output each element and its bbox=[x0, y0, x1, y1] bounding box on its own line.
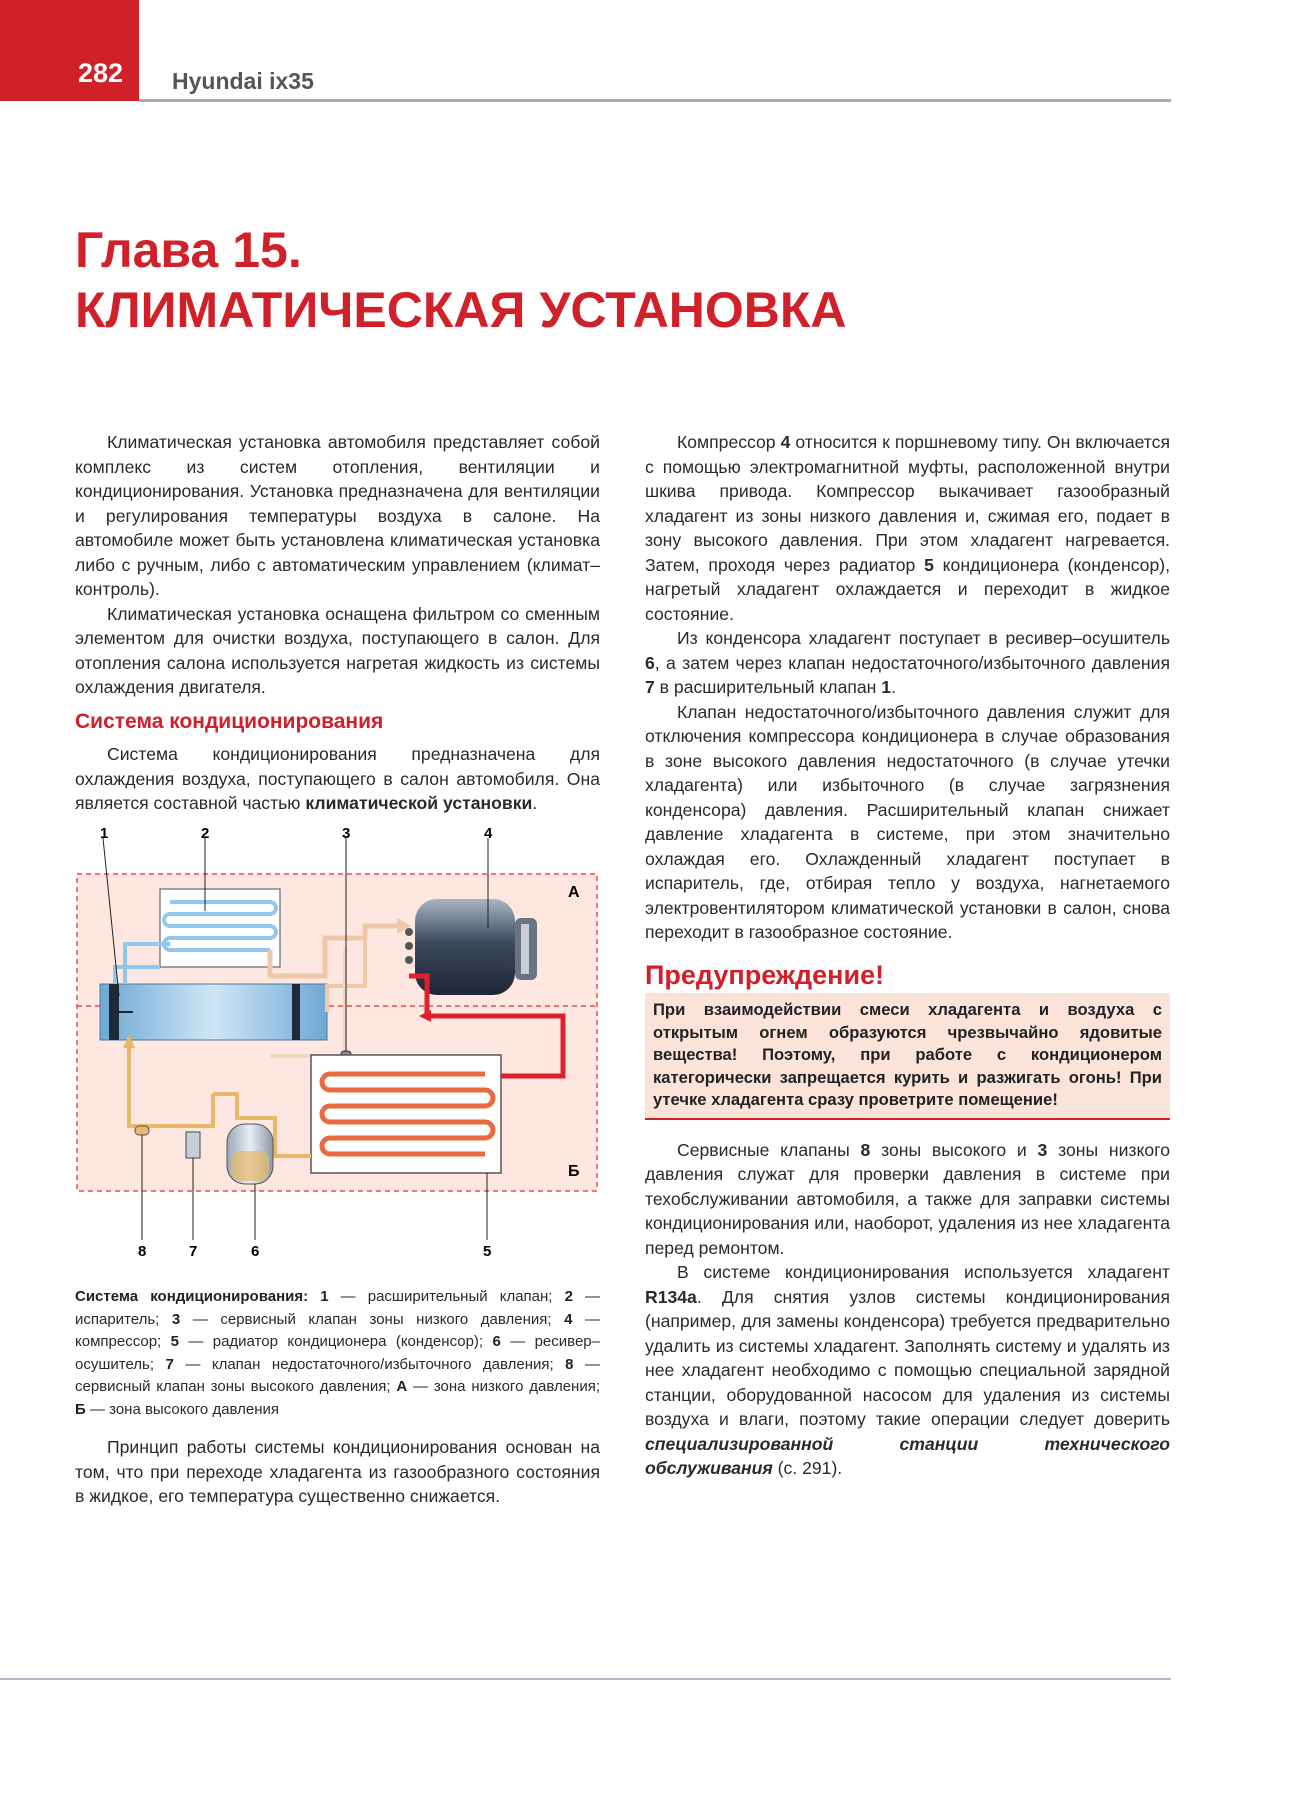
diagram-label-4: 4 bbox=[484, 825, 493, 842]
service-valve-high bbox=[135, 1126, 149, 1135]
diagram-label-5: 5 bbox=[483, 1242, 492, 1260]
chapter-name: КЛИМАТИЧЕСКАЯ УСТАНОВКА bbox=[75, 282, 847, 338]
chapter-title bbox=[75, 220, 847, 340]
figure-caption: Система кондиционирования: 1 — расширительный клапан; 2 — испаритель; 3 — сервисный клапан зоны низкого давления; 4 — компрессор; 5 — радиатор кондиционера (конденсор); 6 — ресивер–осушитель; 7 — клапан недостаточного/избыточного давления; 8 — сервисный клапан зоны высокого давления; А — зона низкого давления; Б — зона высокого давления bbox=[75, 1288, 601, 1418]
page-number: 282 bbox=[78, 58, 124, 88]
diagram-label-1: 1 bbox=[100, 825, 109, 842]
diagram-svg bbox=[75, 826, 600, 1266]
paragraph: В системе кондиционирования используется хладагент R134a. Для снятия узлов системы кондиционирования (например, для замены конденсора) требуется предварительно удалить из системы хладагент. Заполнять систему и удалять из нее хладагент необходимо с помощью специальной зарядной станции, оборудованной насосом для удаления из системы воздуха и влаги, поэтому такие операции следует доверить специализированной станции технического обслуживания (с. 291). bbox=[645, 1262, 1170, 1478]
compressor-body bbox=[415, 899, 515, 995]
footer-rule bbox=[0, 1678, 1171, 1680]
right-column bbox=[645, 430, 1170, 1481]
compressor-port bbox=[405, 928, 413, 936]
paragraph: Из конденсора хладагент поступает в ресивер–осушитель 6, а затем через клапан недостаточного/избыточного давления 7 в расширительный клапан 1. bbox=[645, 628, 1170, 697]
diagram-label-3: 3 bbox=[342, 825, 351, 842]
paragraph: Климатическая установка оснащена фильтром со сменным элементом для очистки воздуха, поступающего в салон. Для отопления салона используется нагретая жидкость из системы охлаждения двигателя. bbox=[75, 603, 600, 697]
diagram-label-7: 7 bbox=[189, 1242, 198, 1260]
compressor-port bbox=[405, 942, 413, 950]
diagram-label-8: 8 bbox=[138, 1242, 147, 1260]
pressure-switch bbox=[186, 1132, 200, 1158]
warning-heading: Предупреждение! bbox=[645, 959, 885, 990]
paragraph: Клапан недостаточного/избыточного давления служит для отключения компрессора кондиционера в случае образования в зоне высокого давления недостаточного (в случае утечки хладагента) или избыточного (в случае загрязнения конденсора) давления. Расширительный клапан снижает давление хладагента в системе, при этом значительно охлаждая его. Охлажденный хладагент поступает в испаритель, где, отбирая тепло у воздуха, нагнетаемого электровентилятором климатической установки в салон, снова переходит в газообразное состояние. bbox=[645, 701, 1170, 942]
section-heading: Система кондиционирования bbox=[75, 709, 384, 733]
zone-label-a: А bbox=[568, 883, 580, 901]
header-rule bbox=[139, 99, 1171, 102]
ac-system-diagram bbox=[75, 826, 600, 1273]
receiver-liquid bbox=[231, 1151, 269, 1181]
paragraph: Компрессор 4 относится к поршневому типу. Он включается с помощью электромагнитной муфты, расположенной внутри шкива привода. Компрессор выкачивает газообразный хладагент из зоны низкого давления и, сжимая его, подает в зону высокого давления. При этом хладагент нагревается. Затем, проходя через радиатор 5 кондиционера (конденсор), нагретый хладагент охлаждается и переходит в жидкое состояние. bbox=[645, 432, 1170, 624]
paragraph: Система кондиционирования предназначена для охлаждения воздуха, поступающего в салон автомобиля. Она является составной частью климатической установки. bbox=[75, 744, 600, 813]
paragraph: Принцип работы системы кондиционирования основан на том, что при переходе хладагента из газообразного состояния в жидкое, его температура существенно снижается. bbox=[75, 1437, 600, 1506]
zone-label-b: Б bbox=[568, 1162, 580, 1180]
paragraph: Сервисные клапаны 8 зоны высокого и 3 зоны низкого давления служат для проверки давления в системе при техобслуживании автомобиля, а также для заправки системы кондиционирования или, наоборот, удаления из нее хладагента перед ремонтом. bbox=[645, 1139, 1170, 1258]
warning-box: При взаимодействии смеси хладагента и воздуха с открытым огнем образуются чрезвычайно ядовитые вещества! Поэтому, при работе с кондиционером категорически запрещается курить и разжигать огонь! При утечке хладагента сразу проветрите помещение! bbox=[645, 993, 1170, 1120]
paragraph: Климатическая установка автомобиля представляет собой комплекс из систем отопления, вентиляции и кондиционирования. Установка предназначена для вентиляции и регулирования температуры воздуха в салоне. На автомобиле может быть установлена климатическая установка либо с ручным, либо с автоматическим управлением (климат–контроль). bbox=[75, 432, 600, 599]
left-column bbox=[75, 430, 600, 1509]
chapter-number: Глава 15. bbox=[75, 222, 302, 278]
diagram-label-2: 2 bbox=[201, 825, 210, 842]
compressor-port bbox=[405, 956, 413, 964]
diagram-label-6: 6 bbox=[251, 1242, 260, 1260]
tube-band bbox=[292, 984, 300, 1040]
tube-band bbox=[109, 984, 119, 1040]
compressor-pulley bbox=[521, 924, 529, 974]
book-title: Hyundai ix35 bbox=[172, 68, 314, 94]
